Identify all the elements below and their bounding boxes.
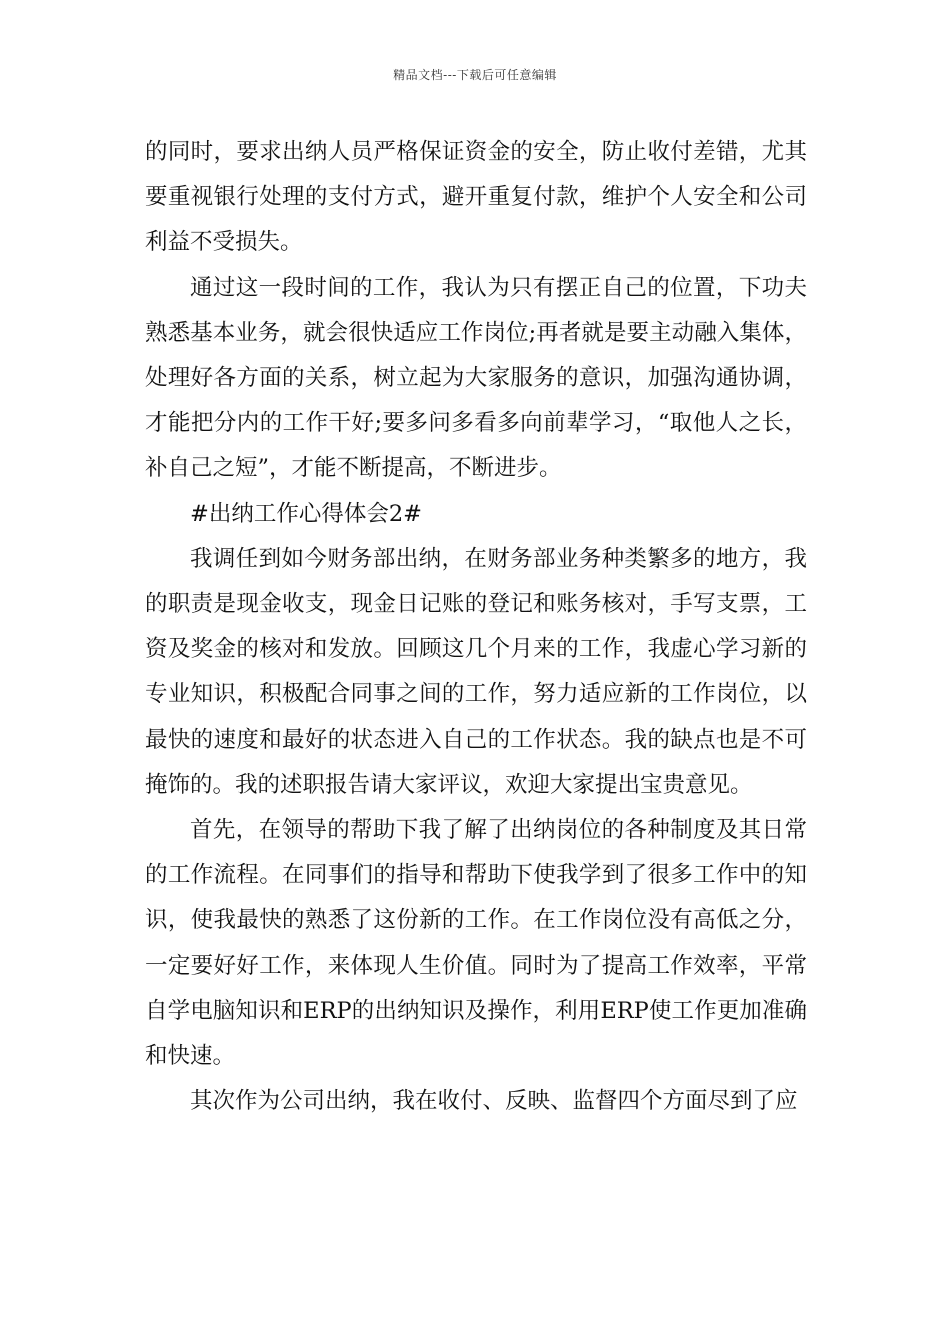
paragraph: 其次作为公司出纳，我在收付、反映、监督四个方面尽到了应 (190, 1088, 798, 1115)
paragraph: 首先，在领导的帮助下我了解了出纳岗位的各种制度及其日常的工作流程。在同事们的指导和帮助下使我学到了很多工作中的知识，使我最快的熟悉了这份新的工作。在工作岗位没有高低之分，一定要好好工作，来体现人生价值。同时为了提高工作效率，平常自学电脑知识和ERP的出纳知识及操作，利用ERP使工作更加准确和快速。 (145, 817, 807, 1070)
section-heading: #出纳工作心得体会2# (190, 500, 423, 527)
page-header: 精品文档---下载后可任意编辑 (393, 68, 557, 82)
paragraph: 我调任到如今财务部出纳，在财务部业务种类繁多的地方，我的职责是现金收支，现金日记账的登记和账务核对，手写支票，工资及奖金的核对和发放。回顾这几个月来的工作，我虚心学习新的专业知识，积极配合同事之间的工作，努力适应新的工作岗位，以最快的速度和最好的状态进入自己的工作状态。我的缺点也是不可掩饰的。我的述职报告请大家评议，欢迎大家提出宝贵意见。 (145, 545, 807, 798)
paragraph-continuation: 的同时，要求出纳人员严格保证资金的安全，防止收付差错，尤其要重视银行处理的支付方式，避开重复付款，维护个人安全和公司利益不受损失。 (145, 139, 807, 256)
document-body (145, 130, 807, 1124)
paragraph: 通过这一段时间的工作，我认为只有摆正自己的位置，下功夫熟悉基本业务，就会很快适应工作岗位;再者就是要主动融入集体，处理好各方面的关系，树立起为大家服务的意识，加强沟通协调，才能把分内的工作干好;要多问多看多向前辈学习，“取他人之长，补自己之短”，才能不断提高，不断进步。 (145, 274, 807, 482)
